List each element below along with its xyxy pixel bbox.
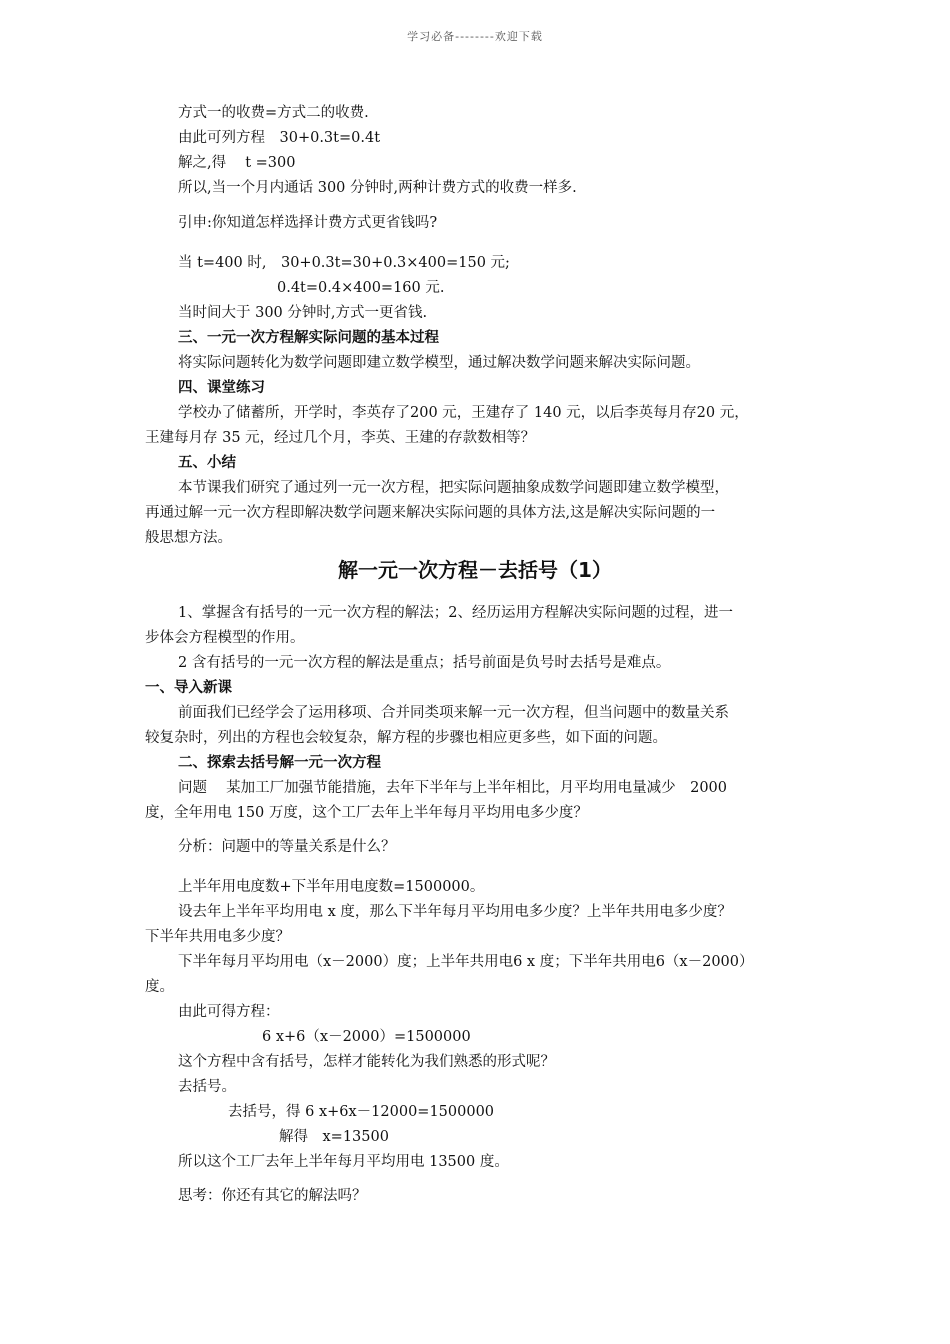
text-line: 步体会方程模型的作用。 (145, 630, 305, 646)
text-line: 由此可得方程： (178, 1004, 280, 1020)
page-header: 学习必备--------欢迎下载 (407, 30, 543, 43)
text-line: 前面我们已经学会了运用移项、合并同类项来解一元一次方程，但当问题中的数量关系 (178, 705, 729, 721)
text-line: 将实际问题转化为数学问题即建立数学模型，通过解决数学问题来解决实际问题。 (178, 355, 700, 371)
text-line: 0.4t=0.4×400=160 元. (277, 280, 445, 296)
text-line: 去括号。 (178, 1079, 236, 1095)
text-line: 下半年每月平均用电（x－2000）度；上半年共用电6 x 度；下半年共用电6（x－2000） (178, 954, 754, 970)
analysis-text: ：问题中的等量关系是什么？ (207, 839, 396, 855)
text-line: 度，全年用电 150 万度，这个工厂去年上半年每月平均用电多少度？ (145, 805, 588, 821)
section-heading: 五、小结 (178, 455, 236, 471)
text-line: 王建每月存 35 元，经过几个月，李英、王建的存款数相等？ (145, 430, 536, 446)
text-line: 2 含有括号的一元一次方程的解法是重点；括号前面是负号时去括号是难点。 (178, 655, 671, 671)
text-line: 上半年用电度数+下半年用电度数=1500000。 (178, 879, 485, 895)
text-line: 问题 某加工厂加强节能措施，去年下半年与上半年相比，月平均用电量减少 2000 (178, 780, 728, 796)
equation-line: 6 x+6（x－2000）=1500000 (262, 1029, 471, 1045)
text-line: 所以这个工厂去年上半年每月平均用电 13500 度。 (178, 1154, 509, 1170)
section-heading: 四、课堂练习 (178, 380, 265, 396)
text-line: 1、掌握含有括号的一元一次方程的解法；2、经历运用方程解决实际问题的过程，进一 (178, 605, 733, 621)
text-line: 方式一的收费=方式二的收费. (178, 105, 369, 121)
lesson-title: 解一元一次方程－去括号（1） (338, 558, 612, 582)
equation-line: 解得 x=13500 (279, 1129, 389, 1145)
text-line: 由此可列方程 30+0.3t=0.4t (178, 130, 381, 146)
text-line: 解之,得 t =300 (178, 155, 296, 171)
text-line: 学校办了储蓄所，开学时，李英存了200 元，王建存了 140 元，以后李英每月存20 元， (178, 405, 749, 421)
analysis-question (178, 838, 396, 856)
text-line: 较复杂时，列出的方程也会较复杂，解方程的步骤也相应更多些，如下面的问题。 (145, 730, 667, 746)
section-heading: 一、导入新课 (145, 680, 232, 696)
text-line: 当 t=400 时, 30+0.3t=30+0.3×400=150 元; (178, 255, 510, 271)
equation-line: 去括号，得 6 x+6x－12000=1500000 (228, 1104, 495, 1120)
think-question (178, 1187, 367, 1205)
extension-question (178, 214, 437, 232)
text-line: 设去年上半年平均用电 x 度，那么下半年每月平均用电多少度？上半年共用电多少度？ (178, 904, 732, 920)
analysis-label: 分析 (178, 839, 207, 855)
text-line: 下半年共用电多少度？ (145, 929, 290, 945)
text-line: 般思想方法。 (145, 530, 232, 546)
think-text: ：你还有其它的解法吗？ (207, 1188, 367, 1204)
text-line: 当时间大于 300 分钟时,方式一更省钱. (178, 305, 428, 321)
think-label: 思考 (178, 1188, 207, 1204)
text-line: 所以,当一个月内通话 300 分钟时,两种计费方式的收费一样多. (178, 180, 577, 196)
extension-text: :你知道怎样选择计费方式更省钱吗? (207, 215, 438, 231)
text-line: 再通过解一元一次方程即解决数学问题来解决实际问题的具体方法,这是解决实际问题的一 (145, 505, 716, 521)
text-line: 度。 (145, 979, 174, 995)
section-heading: 三、一元一次方程解实际问题的基本过程 (178, 330, 439, 346)
text-line: 本节课我们研究了通过列一元一次方程，把实际问题抽象成数学问题即建立数学模型， (178, 480, 729, 496)
text-line: 这个方程中含有括号，怎样才能转化为我们熟悉的形式呢？ (178, 1054, 555, 1070)
extension-label: 引申 (178, 215, 207, 231)
section-heading: 二、探索去括号解一元一次方程 (178, 755, 381, 771)
